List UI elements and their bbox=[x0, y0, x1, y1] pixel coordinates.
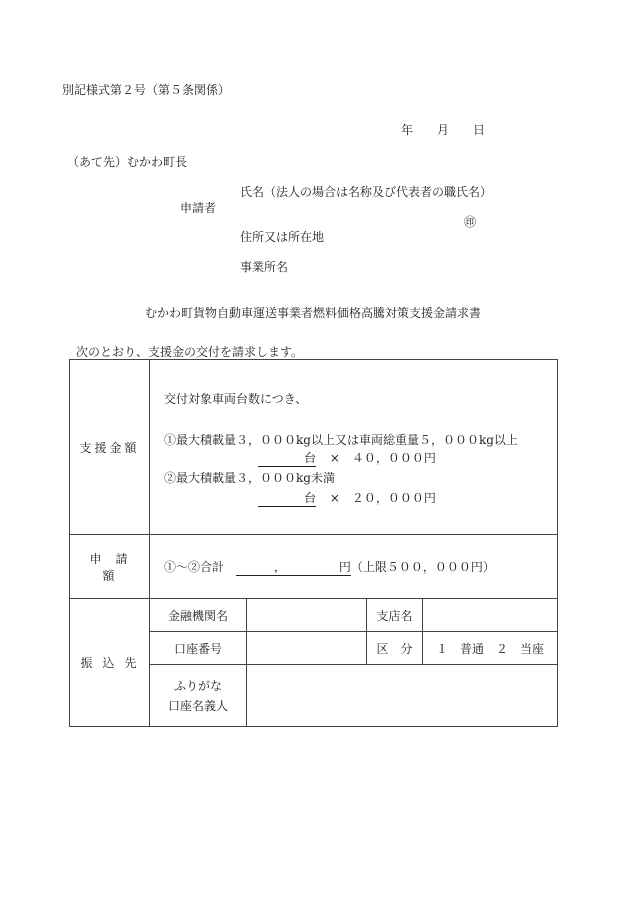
form-title: むかわ町貨物自動車運送事業者燃料価格高騰対策支援金請求書 bbox=[145, 306, 482, 320]
date-day: 日 bbox=[473, 123, 486, 137]
branch-label: 支店名 bbox=[367, 599, 423, 632]
request-amount-body bbox=[150, 535, 558, 599]
holder-label bbox=[150, 665, 247, 727]
request-amount-label: 申請額 bbox=[70, 535, 150, 599]
item2-count-field[interactable]: 台 bbox=[258, 489, 316, 507]
request-amount-line: ①～②合計 ， 円（上限５００，０００円） bbox=[164, 560, 495, 574]
account-holder-field[interactable] bbox=[247, 665, 558, 727]
support-item2: ②最大積載量３，０００kg未満 bbox=[164, 471, 335, 485]
account-holder-label: 口座名義人 bbox=[167, 698, 228, 713]
intro-text: 次のとおり、支援金の交付を請求します。 bbox=[76, 345, 304, 359]
furigana-label: ふりがな bbox=[173, 678, 222, 693]
support-amount-label: 支援金額 bbox=[70, 360, 150, 535]
request-amount-field-units[interactable]: 円 bbox=[286, 558, 351, 576]
seal-mark: ㊞ bbox=[464, 215, 477, 229]
request-amount-field-thousands[interactable]: ， bbox=[236, 558, 286, 576]
form-number: 別記様式第２号（第５条関係） bbox=[62, 83, 231, 97]
support-item2-count: 台 × ２０，０００円 bbox=[258, 489, 436, 507]
support-line1: 交付対象車両台数につき、 bbox=[164, 392, 308, 406]
bank-row bbox=[70, 599, 558, 632]
date-year: 年 bbox=[401, 123, 414, 137]
account-type-label: 区 分 bbox=[367, 632, 423, 665]
request-table bbox=[69, 359, 558, 727]
account-type-options[interactable]: １ 普通 ２ 当座 bbox=[423, 632, 558, 665]
support-amount-row bbox=[70, 360, 558, 535]
request-amount-row bbox=[70, 535, 558, 599]
office-label: 事業所名 bbox=[240, 260, 289, 274]
account-number-field[interactable] bbox=[247, 632, 367, 665]
applicant-label: 申請者 bbox=[180, 201, 217, 215]
address-label: 住所又は所在地 bbox=[240, 230, 325, 244]
support-amount-body bbox=[150, 360, 558, 535]
branch-field[interactable] bbox=[423, 599, 558, 632]
bank-name-label: 金融機関名 bbox=[150, 599, 247, 632]
account-number-label: 口座番号 bbox=[150, 632, 247, 665]
item1-count-field[interactable]: 台 bbox=[258, 449, 316, 467]
transfer-label: 振込先 bbox=[70, 599, 150, 727]
addressee: （あて先）むかわ町長 bbox=[67, 155, 188, 169]
date-line bbox=[401, 121, 485, 138]
support-item1: ①最大積載量３，０００kg以上又は車両総重量５，０００kg以上 bbox=[164, 433, 518, 447]
date-month: 月 bbox=[437, 123, 450, 137]
name-label: 氏名（法人の場合は名称及び代表者の職氏名） bbox=[240, 185, 493, 199]
bank-name-field[interactable] bbox=[247, 599, 367, 632]
support-item1-count: 台 × ４０，０００円 bbox=[258, 449, 436, 467]
